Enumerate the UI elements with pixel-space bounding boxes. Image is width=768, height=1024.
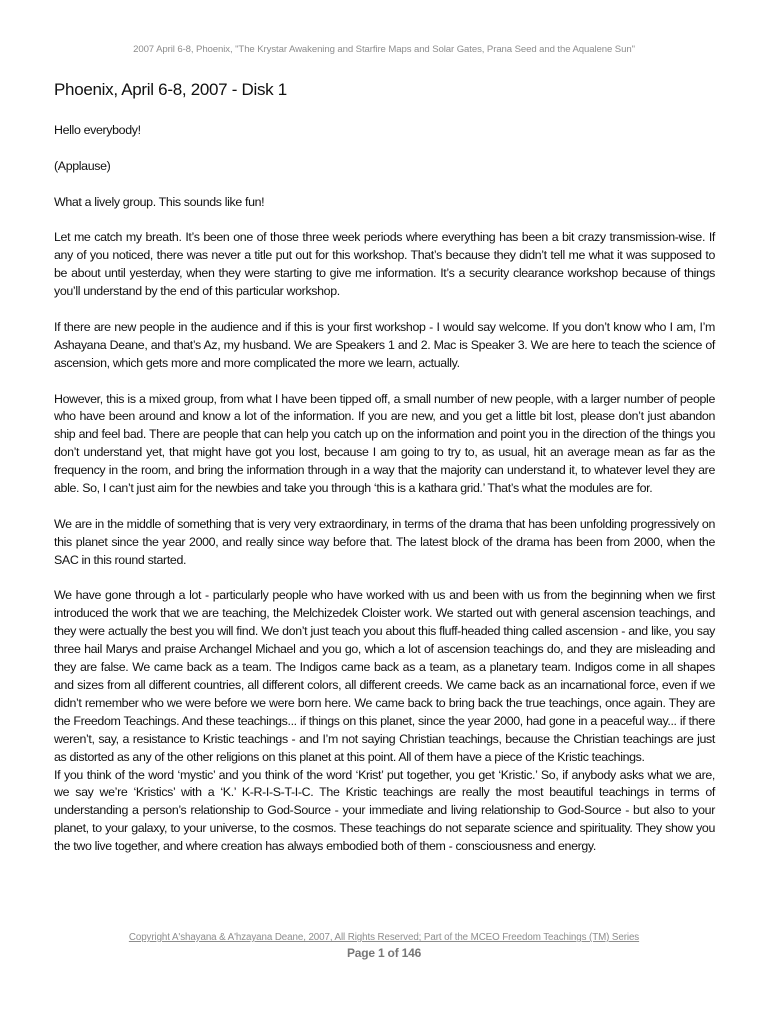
paragraph-drama: We are in the middle of something that is very very extraordinary, in terms of the drama that has been unfolding progressively on this planet since the year 2000, and really since way before that. The latest block of the drama has been from 2000, when the SAC in this round started. [54,516,715,567]
running-header: 2007 April 6-8, Phoenix, "The Krystar Awakening and Starfire Maps and Solar Gates, Prana Seed and the Aqualene Sun" [133,44,635,55]
copyright-notice: Copyright A'shayana & A'hzayana Deane, 2007, All Rights Reserved; Part of the MCEO Freedom Teachings (TM) Series [128,932,640,943]
page-number: Page 1 of 146 [346,946,422,960]
paragraph-applause: (Applause) [54,158,111,173]
paragraph-mixed-group: However, this is a mixed group, from what I have been tipped off, a small number of new people, with a larger number of people who have been around and know a lot of the information. If you are new, and you get a little bit lost, please don’t just abandon ship and feel bad. There are people that can help you catch up on the information and point you in the direction of the things you don’t understand yet, that might have got you lost, because I am going to try to, as usual, hit an average mean as far as the frequency in the room, and bring the information through in a way that the majority can understand it, to whatever level they are able. So, I can’t just aim for the newbies and take you through ‘this is a kathara grid.’ That’s what the modules are for. [54,391,715,496]
paragraph-lively-group: What a lively group. This sounds like fun! [54,194,265,209]
paragraph-greeting: Hello everybody! [54,123,141,137]
document-title: Phoenix, April 6-8, 2007 - Disk 1 [54,80,287,99]
page-footer [40,927,728,960]
paragraph-kristic: If you think of the word ‘mystic’ and you think of the word ‘Krist’ put together, you get ‘Kristic.’ So, if anybody asks what we are, we say we’re ‘Kristics’ with a ‘K.’ K-R-I-S-T-I-C. The Kristic teachings are really the most beautiful teachings in terms of understanding a person’s relationship to God-Source - your immediate and living relationship to God-Source - but also to your planet, to your galaxy, to your universe, to the cosmos. These teachings do not separate science and spirituality. They show you the two live together, and where creation has always embodied both of them - consciousness and energy. [54,767,715,854]
paragraph-team-history: We have gone through a lot - particularly people who have worked with us and been with us from the beginning when we first introduced the work that we are teaching, the Melchizedek Cloister work. We started out with general ascension teachings, and they were actually the best you will find. We don’t just teach you about this fluff-headed thing called ascension - and like, you say three hail Marys and praise Archangel Michael and you go, which a lot of ascension teachings do, and they are misleading and they are false. We came back as a team. The Indigos came back as a team, as a planetary team. Indigos come in all shapes and sizes from all different countries, all different colors, all different creeds. We came back as an incarnational force, even if we didn’t remember who we were before we were born here. We came back to bring back the true teachings, once again. They are the Freedom Teachings. And these teachings... if things on this planet, since the year 2000, had gone in a peaceful way... if there weren’t, say, a resistance to Kristic teachings - and I’m not saying Christian teachings, because the Christian teachings are just as distorted as any of the other religions on this planet at this point. All of them have a piece of the Kristic teachings. [54,588,715,764]
paragraph-catch-breath: Let me catch my breath. It’s been one of those three week periods where everything has been a bit crazy transmission-wise. If any of you noticed, there was never a title put out for this workshop. That’s because they didn’t tell me what it was supposed to be about until yesterday, when they were starting to give me information. It’s a security clearance workshop because of things you’ll understand by the end of this particular workshop. [54,230,715,299]
paragraph-introduction: If there are new people in the audience and if this is your first workshop - I would say welcome. If you don’t know who I am, I’m Ashayana Deane, and that’s Az, my husband. We are Speakers 1 and 2. Mac is Speaker 3. We are here to teach the science of ascension, which gets more and more complicated the more we learn, actually. [54,319,715,370]
transcript-body [54,122,715,856]
